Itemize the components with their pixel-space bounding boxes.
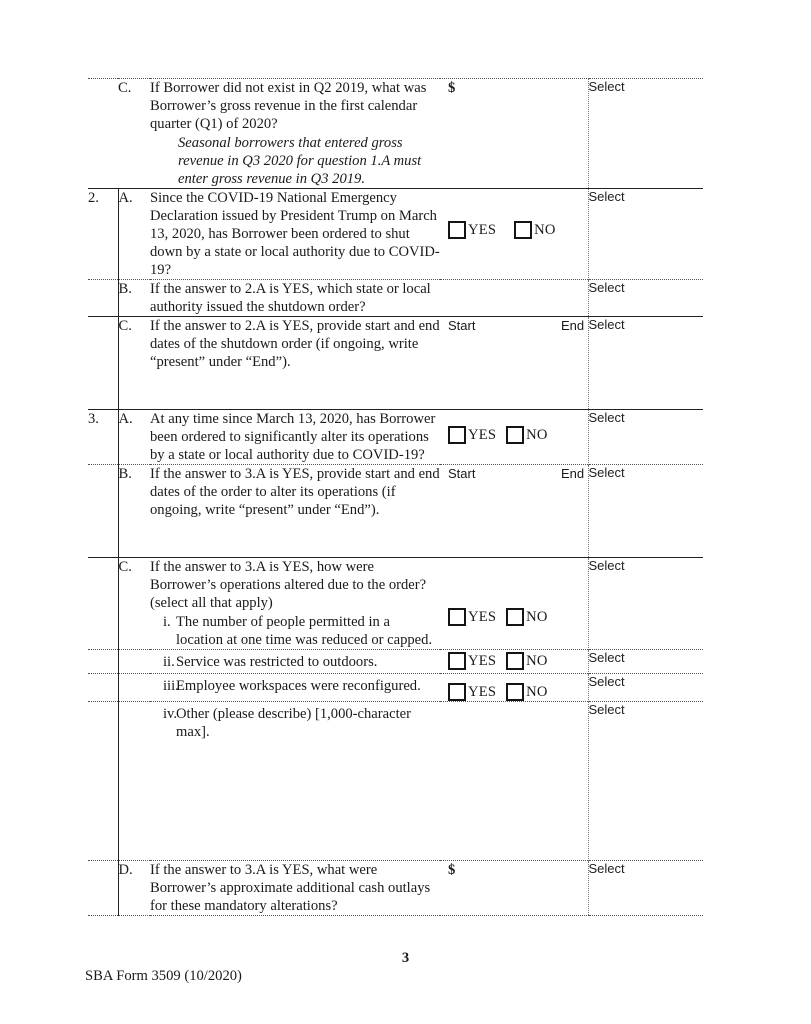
question-text: If the answer to 3.A is YES, provide start and end dates of the order to alter its operations (if ongoing, write “present” under “End”). xyxy=(150,465,440,558)
dollar-sign: $ xyxy=(448,80,456,96)
yes-checkbox-wrap[interactable] xyxy=(448,221,496,239)
select-dropdown[interactable]: Select xyxy=(588,410,703,465)
select-dropdown[interactable]: Select xyxy=(588,702,703,861)
row-letter: B. xyxy=(118,465,150,558)
table-row xyxy=(88,317,703,410)
yes-no-group xyxy=(440,410,588,444)
select-dropdown[interactable]: Select xyxy=(588,280,703,317)
answer-cell xyxy=(440,650,588,674)
yes-label: YES xyxy=(468,653,497,669)
end-label: End xyxy=(561,466,585,481)
question-text[interactable] xyxy=(150,702,440,861)
answer-cell[interactable] xyxy=(440,702,588,861)
row-letter xyxy=(118,674,150,702)
answer-cell[interactable] xyxy=(440,79,588,189)
question-text xyxy=(150,650,440,674)
row-letter: D. xyxy=(118,861,150,916)
row-letter xyxy=(118,650,150,674)
row-letter: C. xyxy=(118,317,150,410)
row-letter: B. xyxy=(118,280,150,317)
sub-item-text: The number of people permitted in a location at one time was reduced or capped. xyxy=(176,614,433,648)
question-text: If the answer to 3.A is YES, what were Borrower’s approximate additional cash outlays for these mandatory alterations? xyxy=(150,861,440,916)
sub-item-iii xyxy=(150,677,440,695)
table-row xyxy=(88,410,703,465)
row-number xyxy=(88,465,118,558)
no-checkbox-wrap[interactable] xyxy=(514,221,555,239)
row-number xyxy=(88,650,118,674)
answer-cell xyxy=(440,674,588,702)
sub-item-marker: i. xyxy=(163,614,171,630)
row-number xyxy=(88,702,118,861)
sub-item-marker: ii. xyxy=(163,654,175,670)
row-number: 2. xyxy=(88,189,118,280)
question-text xyxy=(150,674,440,702)
no-label: NO xyxy=(526,684,548,700)
yes-checkbox-wrap[interactable] xyxy=(448,683,496,701)
sub-item-text: Other (please describe) [1,000-character max]. xyxy=(176,706,411,740)
checkbox-icon[interactable] xyxy=(448,221,466,239)
sub-item-marker: iii. xyxy=(163,678,179,694)
yes-no-group xyxy=(440,650,588,670)
no-checkbox-wrap[interactable] xyxy=(506,426,547,444)
checkbox-icon[interactable] xyxy=(506,683,524,701)
question-text: If the answer to 2.A is YES, which state or local authority issued the shutdown order? xyxy=(150,280,440,317)
answer-cell[interactable] xyxy=(440,861,588,916)
form-footer: SBA Form 3509 (10/2020) xyxy=(85,968,242,984)
start-end-labels xyxy=(440,317,588,335)
table-row xyxy=(88,189,703,280)
yes-label: YES xyxy=(468,684,497,700)
no-checkbox-wrap[interactable] xyxy=(506,652,547,670)
table-row xyxy=(88,465,703,558)
table-row xyxy=(88,861,703,916)
no-label: NO xyxy=(526,653,548,669)
question-body: If the answer to 3.A is YES, how were Borrower’s operations altered due to the order? (select all that apply) xyxy=(150,559,427,611)
select-dropdown[interactable]: Select xyxy=(588,465,703,558)
row-letter: C. xyxy=(118,558,150,650)
question-text: If the answer to 2.A is YES, provide start and end dates of the shutdown order (if ongoing, write “present” under “End”). xyxy=(150,317,440,410)
end-label: End xyxy=(561,318,585,333)
yes-checkbox-wrap[interactable] xyxy=(448,652,496,670)
select-dropdown[interactable]: Select xyxy=(588,317,703,410)
yes-no-group xyxy=(440,189,588,239)
yes-checkbox-wrap[interactable] xyxy=(448,426,496,444)
question-text: Since the COVID-19 National Emergency Declaration issued by President Trump on March 13, 2020, has Borrower been ordered to shut down by a state or local authority due to COVID-19? xyxy=(150,190,440,278)
select-dropdown[interactable]: Select xyxy=(588,79,703,189)
no-label: NO xyxy=(534,222,556,238)
select-dropdown[interactable]: Select xyxy=(588,674,703,702)
sub-item-ii xyxy=(150,653,440,671)
checkbox-icon[interactable] xyxy=(448,652,466,670)
table-row xyxy=(88,674,703,702)
start-label: Start xyxy=(448,318,476,333)
table-row xyxy=(88,702,703,861)
no-label: NO xyxy=(526,427,548,443)
question-note: Seasonal borrowers that entered gross revenue in Q3 2020 for question 1.A must enter gross revenue in Q3 2019. xyxy=(178,135,422,187)
checkbox-icon[interactable] xyxy=(448,426,466,444)
start-label: Start xyxy=(448,466,476,481)
question-text: At any time since March 13, 2020, has Borrower been ordered to significantly alter its operations by a state or local authority due to COVID-19? xyxy=(150,410,440,465)
question-body: If Borrower did not exist in Q2 2019, what was Borrower’s gross revenue in the first calendar quarter (Q1) of 2020? xyxy=(150,80,427,132)
answer-cell[interactable] xyxy=(440,280,588,317)
question-text xyxy=(150,79,440,189)
checkbox-icon[interactable] xyxy=(506,426,524,444)
answer-cell[interactable] xyxy=(440,317,588,410)
row-number xyxy=(88,861,118,916)
table-row xyxy=(88,650,703,674)
checkbox-icon[interactable] xyxy=(514,221,532,239)
row-letter: A. xyxy=(118,189,150,280)
row-number xyxy=(88,317,118,410)
page-number: 3 xyxy=(401,950,410,966)
start-end-labels xyxy=(440,465,588,483)
select-dropdown[interactable]: Select xyxy=(588,861,703,916)
row-number xyxy=(88,79,118,189)
select-dropdown[interactable]: Select xyxy=(588,189,703,280)
checkbox-icon[interactable] xyxy=(448,683,466,701)
table-row xyxy=(88,558,703,650)
sub-item-text: Employee workspaces were reconfigured. xyxy=(176,678,421,694)
answer-cell xyxy=(440,558,588,650)
yes-no-group xyxy=(440,674,588,701)
yes-no-group xyxy=(440,558,588,626)
yes-label: YES xyxy=(468,222,497,238)
row-letter: C. xyxy=(118,79,150,189)
sub-item-text: Service was restricted to outdoors. xyxy=(176,654,378,670)
yes-checkbox-wrap[interactable] xyxy=(448,608,496,626)
row-number xyxy=(88,558,118,650)
checkbox-icon[interactable] xyxy=(448,608,466,626)
question-text xyxy=(150,558,440,650)
select-dropdown[interactable]: Select xyxy=(588,650,703,674)
answer-cell xyxy=(440,410,588,465)
sub-item-iv xyxy=(150,705,440,741)
checkbox-icon[interactable] xyxy=(506,608,524,626)
sub-item-marker: iv. xyxy=(163,706,178,722)
dollar-sign: $ xyxy=(448,862,456,878)
answer-cell[interactable] xyxy=(440,465,588,558)
answer-cell xyxy=(440,189,588,280)
row-number xyxy=(88,674,118,702)
questionnaire-table xyxy=(88,78,703,916)
sub-item-i xyxy=(150,613,440,649)
table-row xyxy=(88,79,703,189)
yes-label: YES xyxy=(468,427,497,443)
row-letter: A. xyxy=(118,410,150,465)
row-number xyxy=(88,280,118,317)
table-row xyxy=(88,280,703,317)
no-label: NO xyxy=(526,609,548,625)
row-letter xyxy=(118,702,150,861)
yes-label: YES xyxy=(468,609,497,625)
no-checkbox-wrap[interactable] xyxy=(506,683,547,701)
row-number: 3. xyxy=(88,410,118,465)
select-dropdown[interactable]: Select xyxy=(588,558,703,650)
checkbox-icon[interactable] xyxy=(506,652,524,670)
no-checkbox-wrap[interactable] xyxy=(506,608,547,626)
